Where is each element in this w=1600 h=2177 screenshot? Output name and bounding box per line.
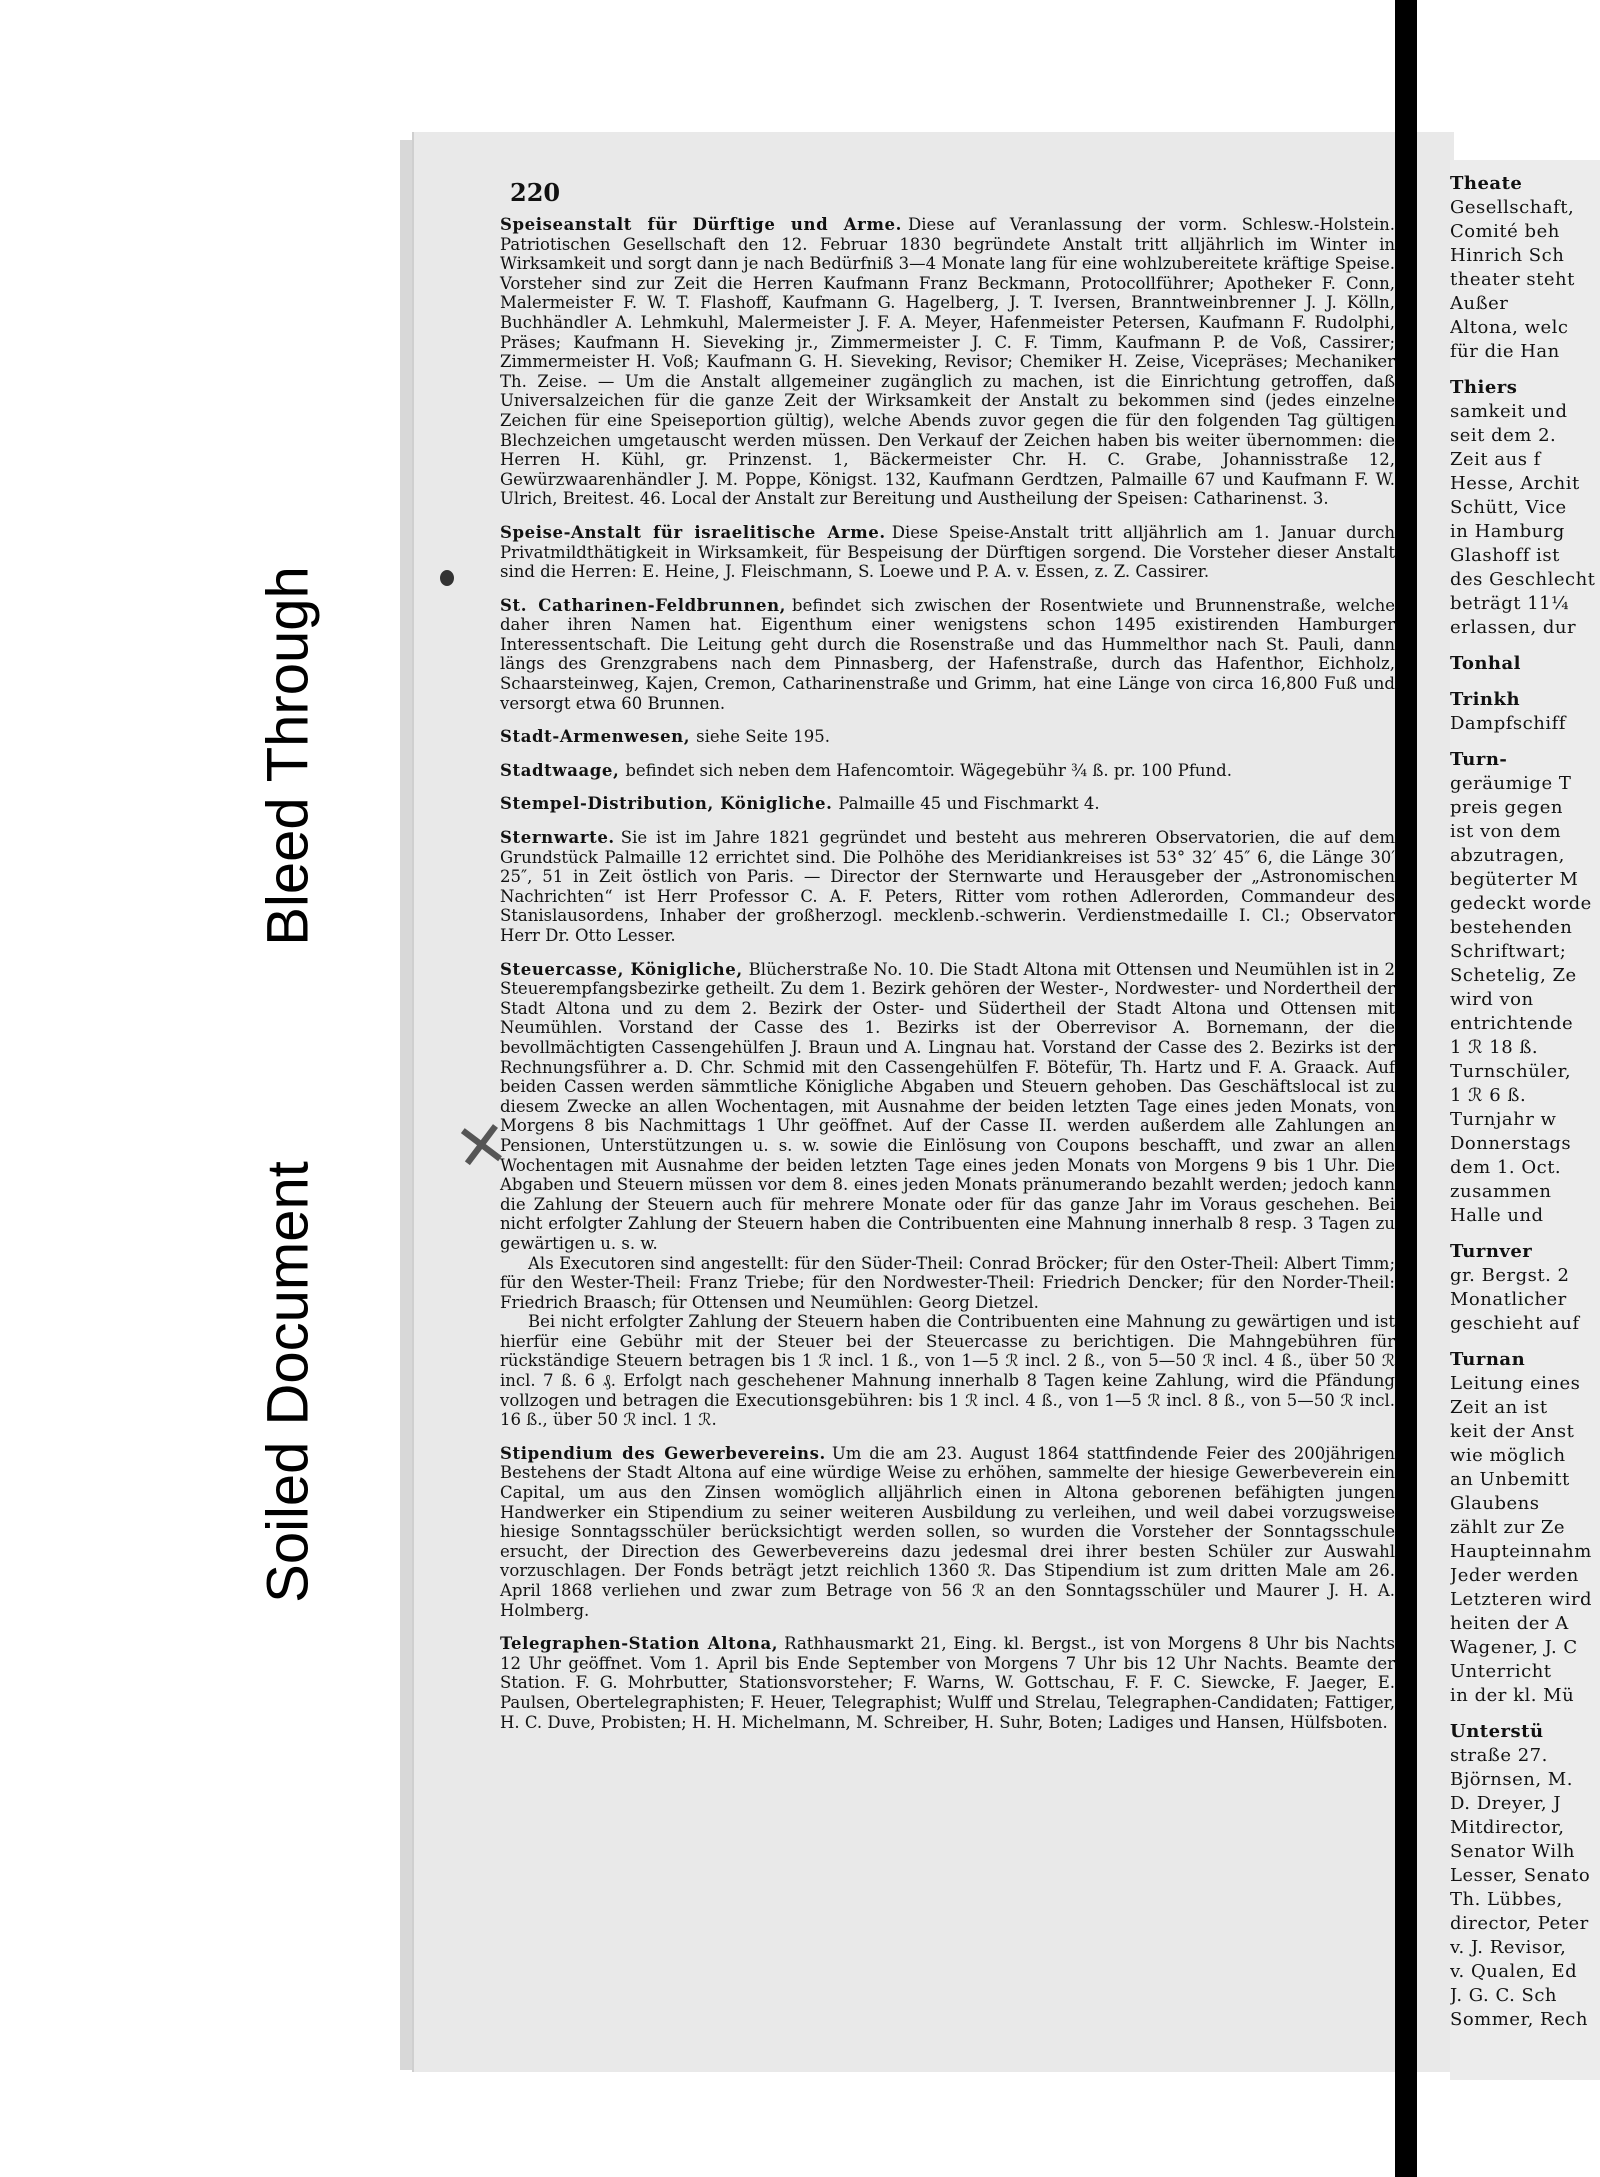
fragment-line: director, Peter	[1450, 1913, 1589, 1934]
fragment-line: zusammen	[1450, 1181, 1552, 1202]
fragment-line: Tonhal	[1450, 653, 1522, 674]
fragment-line: abzutragen,	[1450, 845, 1565, 866]
fragment-line: 1 ℛ 6 ß.	[1450, 1085, 1527, 1106]
fragment-line: Halle und	[1450, 1205, 1544, 1226]
entry-paragraph	[500, 1312, 1395, 1430]
entry	[500, 1634, 1395, 1732]
fragment-line: Th. Lübbes,	[1450, 1889, 1563, 1910]
fragment-line: Turnschüler,	[1450, 1061, 1572, 1082]
entry-paragraph	[500, 523, 1395, 582]
fragment-line: Schriftwart;	[1450, 941, 1567, 962]
entry-heading: Stadtwaage,	[500, 760, 620, 780]
entry-heading: Sternwarte.	[500, 828, 615, 848]
entry	[500, 523, 1395, 582]
entry-paragraph	[500, 1634, 1395, 1732]
fragment-line: seit dem 2.	[1450, 425, 1557, 446]
entry-text: siehe Seite 195.	[696, 727, 830, 747]
soiled-document-label	[238, 1082, 338, 1682]
fragment-line: Hinrich Sch	[1450, 245, 1565, 266]
fragment-line: D. Dreyer, J	[1450, 1793, 1562, 1814]
fragment-line: Glaubens	[1450, 1493, 1540, 1514]
fragment-line: Hesse, Archit	[1450, 473, 1580, 494]
entry-heading: Stipendium des Gewerbevereins.	[500, 1443, 826, 1463]
fragment-line: v. J. Revisor,	[1450, 1937, 1567, 1958]
fragment-line: samkeit und	[1450, 401, 1568, 422]
fragment-line: Monatlicher	[1450, 1289, 1567, 1310]
entry	[500, 596, 1395, 714]
entry	[500, 828, 1395, 946]
entry-text: Bei nicht erfolgter Zahlung der Steuern haben die Contribuenten eine Mahnung zu gewärtigen und ist hierfür eine Gebühr mit der Steuer bei der Steuercasse zu berichtigen. Die Mahngebühren für rückständige Steuern betragen bis 1 ℛ incl. 1 ß., von 1—5 ℛ incl. 2 ß., von 5—50 ℛ incl. 4 ß., über 50 ℛ incl. 7 ß. 6 ₰. Erfolgt nach geschehener Mahnung innerhalb 8 Tagen keine Zahlung, wird die Pfändung vollzogen und betragen die Executionsgebühren: bis 1 ℛ incl. 4 ß., von 1—5 ℛ incl. 8 ß., von 5—50 ℛ incl. 16 ß., über 50 ℛ incl. 1 ℛ.	[500, 1312, 1395, 1430]
fragment-line: Comité beh	[1450, 221, 1560, 242]
entry-heading: Stadt-Armenwesen,	[500, 727, 691, 747]
soiled-document-label-text: Soiled Document	[255, 1161, 321, 1603]
fragment-line: in Hamburg	[1450, 521, 1565, 542]
fragment-line: Unterricht	[1450, 1661, 1552, 1682]
entry-paragraph	[500, 215, 1395, 509]
entries-list	[500, 215, 1395, 1746]
pencil-x-mark: ✕	[450, 1106, 514, 1188]
fragment-line: in der kl. Mü	[1450, 1685, 1575, 1706]
fragment-line: Altona, welc	[1450, 317, 1569, 338]
fragment-line: Trinkh	[1450, 689, 1521, 710]
adjacent-page-fragment	[1450, 160, 1600, 2080]
fragment-line: Turn-	[1450, 749, 1508, 770]
fragment-line: Sommer, Rech	[1450, 2009, 1588, 2030]
entry-heading: Telegraphen-Station Altona,	[500, 1634, 779, 1654]
fragment-line: erlassen, dur	[1450, 617, 1577, 638]
fragment-line: Schetelig, Ze	[1450, 965, 1577, 986]
fragment-line: J. G. C. Sch	[1450, 1985, 1558, 2006]
entry-text: Diese Speise-Anstalt tritt alljährlich am 1. Januar durch Privatmildthätigkeit in Wirksamkeit, für Bespeisung der Dürftigen sorgend. Die Vorsteher dieser Anstalt sind die Herren: E. Heine, J. Fleischmann, S. Loewe und P. A. v. Essen, z. Z. Cassirer.	[500, 522, 1395, 582]
fragment-line: Turnan	[1450, 1349, 1526, 1370]
fragment-line: bestehenden	[1450, 917, 1573, 938]
fragment-line: keit der Anst	[1450, 1421, 1575, 1442]
fragment-line: Außer	[1450, 293, 1509, 314]
fragment-line: 1 ℛ 18 ß.	[1450, 1037, 1539, 1058]
fragment-line: Zeit an ist	[1450, 1397, 1548, 1418]
entry-paragraph	[500, 794, 1395, 814]
entry-text: Blücherstraße No. 10. Die Stadt Altona mit Ottensen und Neumühlen ist in 2 Steuerempfangsbezirke getheilt. Zu dem 1. Bezirk gehören der Wester-, Nordwester- und Nordertheil der Stadt Altona und zu dem 2. Bezirk der Oster- und Südertheil der Stadt Altona und Ottensen mit Neumühlen. Vorstand der Casse des 1. Bezirks ist der Oberrevisor A. Bornemann, der die bevollmächtigten Cassengehülfen J. Braun und A. Lingnau hat. Vorstand der Casse des 2. Bezirks ist der Rechnungsführer a. D. Chr. Schmid mit den Cassengehülfen F. Bötefür, Th. Hartz und F. A. Graack. Auf beiden Cassen werden sämmtliche Königliche Abgaben und Steuern gehoben. Das Geschäftslocal ist zu diesem Zwecke an allen Wochentagen, mit Ausnahme der beiden letzten Tage eines jeden Monats, von Morgens 8 bis Nachmittags 1 Uhr geöffnet. Auf der Casse II. werden außerdem alle Zahlungen an Pensionen, Unterstützungen u. s. w. sowie die Einlösung von Coupons beschafft, und zwar an allen Wochentagen mit Ausnahme der beiden letzten Tage eines jeden Monats von Morgens 9 bis 1 Uhr. Die Abgaben und Steuern müssen vor dem 8. eines jeden Monats pränumerando bezahlt werden; jedoch kann die Zahlung der Steuern auch für mehrere Monate oder für das ganze Jahr im Voraus geschehen. Bei nicht erfolgter Zahlung der Steuern haben die Contribuenten eine Mahnung innerhalb 8 resp. 3 Tagen zu gewärtigen u. s. w.	[500, 959, 1395, 1253]
ink-spot	[440, 570, 454, 586]
entry-heading: Speiseanstalt für Dürftige und Arme.	[500, 215, 902, 234]
fragment-line: v. Qualen, Ed	[1450, 1961, 1578, 1982]
fragment-line: Lesser, Senato	[1450, 1865, 1591, 1886]
entry-heading: St. Catharinen-Feldbrunnen,	[500, 595, 787, 615]
entry	[500, 960, 1395, 1430]
entry-text: Diese auf Veranlassung der vorm. Schlesw.-Holstein. Patriotischen Gesellschaft den 12. Februar 1830 begründete Anstalt tritt alljährlich im Winter in Wirksamkeit und sorgt dann je nach Bedürfniß 3—4 Monate lang für eine wohlzubereitete kräftige Speise. Vorsteher sind zur Zeit die Herren Kaufmann Franz Beckmann, Protocollführer; Apotheker F. Conn, Malermeister F. W. T. Flashoff, Kaufmann G. Hagelberg, J. T. Iversen, Branntweinbrenner J. J. Kölln, Buchhändler A. Lehmkuhl, Malermeister J. F. A. Meyer, Hafenmeister Petersen, Kaufmann F. Rudolphi, Präses; Kaufmann H. Sieveking jr., Zimmermeister J. C. F. Timm, Kaufmann P. de Voß, Cassirer; Zimmermeister H. Voß; Kaufmann G. H. Sieveking, Revisor; Chemiker H. Zeise, Vicepräses; Mechaniker Th. Zeise. — Um die Anstalt allgemeiner zugänglich zu machen, ist die Einrichtung getroffen, daß Universalzeichen für die ganze Zeit der Wirksamkeit der Anstalt zu bekommen sind (jedes einzelne Zeichen für eine Speiseportion gültig), welche Abends zuvor gegen die für den folgenden Tag gültigen Blechzeichen umgetauscht werden müssen. Den Verkauf der Zeichen haben bis weiter übernommen: die Herren H. Kühl, gr. Prinzenst. 1, Bäckermeister Chr. H. C. Grabe, Johannisstraße 12, Gewürzwaarenhändler J. M. Poppe, Königst. 132, Kaufmann Gerdtzen, Palmaille 67 und Kaufmann F. W. Ulrich, Breitest. 46. Local der Anstalt zur Bereitung und Austheilung der Speisen: Catharinenst. 3.	[500, 215, 1395, 509]
fragment-line: Wagener, J. C	[1450, 1637, 1578, 1658]
bleed-through-label	[238, 456, 338, 1056]
entry-paragraph	[500, 727, 1395, 747]
fragment-line: Donnerstags	[1450, 1133, 1572, 1154]
entry-paragraph	[500, 761, 1395, 781]
fragment-line: zählt zur Ze	[1450, 1517, 1566, 1538]
entry	[500, 761, 1395, 781]
entry-paragraph	[500, 596, 1395, 714]
fragment-line: ist von dem	[1450, 821, 1562, 842]
fragment-line: Schütt, Vice	[1450, 497, 1567, 518]
fragment-line: Björnsen, M.	[1450, 1769, 1573, 1790]
fragment-line: Unterstü	[1450, 1721, 1544, 1742]
fragment-line: für die Han	[1450, 341, 1560, 362]
binding-gutter	[1395, 0, 1417, 2177]
entry	[500, 1444, 1395, 1620]
fragment-line: geschieht auf	[1450, 1313, 1580, 1334]
entry	[500, 727, 1395, 747]
entry-heading: Stempel-Distribution, Königliche.	[500, 794, 833, 814]
fragment-line: Leitung eines	[1450, 1373, 1581, 1394]
fragment-line: Glashoff ist	[1450, 545, 1560, 566]
fragment-line: des Geschlecht	[1450, 569, 1596, 590]
fragment-line: Thiers	[1450, 377, 1518, 398]
entry-paragraph	[500, 828, 1395, 946]
fragment-line: wird von	[1450, 989, 1534, 1010]
fragment-line: an Unbemitt	[1450, 1469, 1570, 1490]
fragment-line: gedeckt worde	[1450, 893, 1592, 914]
fragment-line: wie möglich	[1450, 1445, 1566, 1466]
fragment-line: beträgt 11¼	[1450, 593, 1570, 614]
entry-text: Um die am 23. August 1864 stattfindende Feier des 200jährigen Bestehens der Stadt Altona auf eine würdige Weise zu erhöhen, sammelte der hiesige Gewerbeverein ein Capital, um aus den Zinsen womöglich alljährlich einen in Altona geborenen befähigten jungen Handwerker ein Stipendium zu seiner weiteren Ausbildung zu verleihen, und weil dabei vorzugsweise hiesige Sonntagsschüler berücksichtigt werden sollen, so wurden die Vorsteher der Sonntagsschule ersucht, der Direction des Gewerbevereins dazu jedesmal drei ihrer besten Schüler zur Auswahl vorzuschlagen. Der Fonds beträgt jetzt reichlich 1360 ℛ. Das Stipendium ist zum dritten Male am 26. April 1868 verliehen und zwar zum Betrage von 56 ℛ an den Sonntagsschüler und Maurer J. H. A. Holmberg.	[500, 1443, 1395, 1620]
fragment-line: Theate	[1450, 173, 1523, 194]
entry-paragraph	[500, 1444, 1395, 1620]
entry-text: Rathhausmarkt 21, Eing. kl. Bergst., ist von Morgens 8 Uhr bis Nachts 12 Uhr geöffnet. Vom 1. April bis Ende September von Morgens 7 Uhr bis 12 Uhr Nachts. Beamte der Station. F. G. Mohrbutter, Stationsvorsteher; F. Warns, W. Gottschau, F. F. C. Siewcke, F. Jaeger, E. Paulsen, Obertelegraphisten; F. Heuer, Telegraphist; Wulff und Strelau, Telegraphen-Candidaten; Fattiger, H. C. Duve, Probisten; H. H. Michelmann, M. Schreiber, H. Suhr, Boten; Ladiges und Hansen, Hülfsboten.	[500, 1634, 1396, 1732]
fragment-line: entrichtende	[1450, 1013, 1574, 1034]
fragment-line: preis gegen	[1450, 797, 1563, 818]
entry-paragraph	[500, 1254, 1395, 1313]
entry	[500, 215, 1395, 509]
fragment-line: Senator Wilh	[1450, 1841, 1575, 1862]
entry-heading: Steuercasse, Königliche,	[500, 959, 743, 979]
fragment-line: Zeit aus f	[1450, 449, 1541, 470]
fragment-line: Dampfschiff	[1450, 713, 1566, 734]
fragment-line: straße 27.	[1450, 1745, 1548, 1766]
entry-text: befindet sich neben dem Hafencomtoir. Wägegebühr ¾ ß. pr. 100 Pfund.	[625, 760, 1232, 780]
fragment-line: heiten der A	[1450, 1613, 1569, 1634]
fragment-line: Jeder werden	[1450, 1565, 1579, 1586]
entry-heading: Speise-Anstalt für israelitische Arme.	[500, 522, 886, 542]
fragment-line: theater steht	[1450, 269, 1575, 290]
entry-text: Sie ist im Jahre 1821 gegründet und besteht aus mehreren Observatorien, die auf dem Grundstück Palmaille 12 errichtet sind. Die Polhöhe des Meridiankreises ist 53° 32′ 45″ 6, die Länge 30′ 25″, 51 in Zeit östlich von Paris. — Director der Sternwarte und Herausgeber der „Astronomischen Nachrichten“ ist Herr Professor C. A. F. Peters, Ritter vom rothen Adlerorden, Commandeur des Stanislausordens, Inhaber der großherzogl. mecklenb.-schwerin. Verdienstmedaille I. Cl.; Observator Herr Dr. Otto Lesser.	[500, 828, 1395, 945]
bleed-through-label-text: Bleed Through	[255, 566, 321, 946]
fragment-line: Mitdirector,	[1450, 1817, 1565, 1838]
fragment-line: Turnjahr w	[1450, 1109, 1557, 1130]
fragment-line: Turnver	[1450, 1241, 1533, 1262]
entry-text: befindet sich zwischen der Rosentwiete und Brunnenstraße, welche daher ihren Namen hat. Eigenthum einer wenigstens schon 1495 existirenden Hamburger Interessentschaft. Die Leitung geht durch die Rosenstraße und das Hummelthor nach St. Pauli, dann längs des Grenzgrabens nach dem Pinnasberg, der Hafenstraße, durch das Hafenthor, Eichholz, Schaarsteinweg, Kajen, Cremon, Catharinenstraße und Grimm, hat eine Länge von circa 16,800 Fuß und versorgt etwa 60 Brunnen.	[500, 595, 1396, 713]
fragment-line: dem 1. Oct.	[1450, 1157, 1562, 1178]
fragment-line: geräumige T	[1450, 773, 1572, 794]
fragment-line: Haupteinnahm	[1450, 1541, 1592, 1562]
fragment-line: begüterter M	[1450, 869, 1579, 890]
entry-text: Palmaille 45 und Fischmarkt 4.	[838, 794, 1100, 814]
fragment-line: Letzteren wird	[1450, 1589, 1593, 1610]
fragment-line: gr. Bergst. 2	[1450, 1265, 1570, 1286]
entry-paragraph	[500, 960, 1395, 1254]
fragment-line: Gesellschaft,	[1450, 197, 1575, 218]
entry-text: Als Executoren sind angestellt: für den Süder-Theil: Conrad Bröcker; für den Oster-Theil: Albert Timm; für den Wester-Theil: Franz Triebe; für den Nordwester-Theil: Friedrich Dencker; für den Norder-Theil: Friedrich Braasch; für Ottensen und Neumühlen: Georg Dietzel.	[500, 1253, 1395, 1312]
entry	[500, 794, 1395, 814]
page-number: 220	[510, 178, 561, 207]
